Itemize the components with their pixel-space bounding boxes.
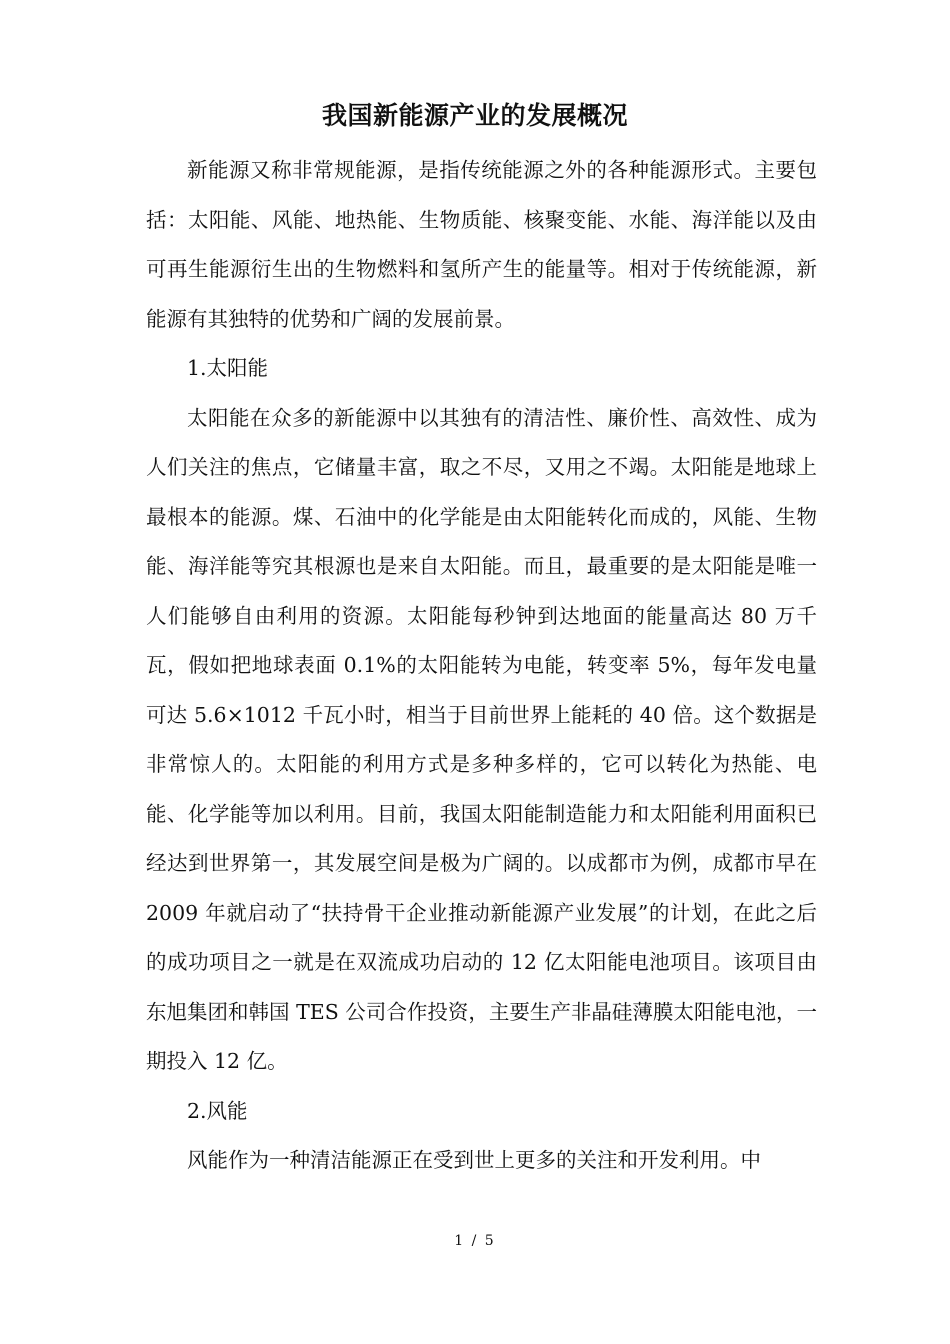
section-heading-wind: 2.风能 xyxy=(187,1098,248,1123)
document-body xyxy=(146,146,817,1186)
document-title: 我国新能源产业的发展概况 xyxy=(321,101,628,130)
section-heading-solar: 1.太阳能 xyxy=(187,356,269,380)
intro-paragraph: 新能源又称非常规能源，是指传统能源之外的各种能源形式。主要包括：太阳能、风能、地热能、生物质能、核聚变能、水能、海洋能以及由可再生能源衍生出的生物燃料和氢所产生的能量等。相对于传统能源，新能源有其独特的优势和广阔的发展前景。 xyxy=(146,158,817,331)
wind-paragraph: 风能作为一种清洁能源正在受到世上更多的关注和开发利用。中 xyxy=(187,1148,761,1172)
page-number: 1 / 5 xyxy=(454,1233,496,1249)
solar-paragraph: 太阳能在众多的新能源中以其独有的清洁性、廉价性、高效性、成为人们关注的焦点，它储量丰富，取之不尽，又用之不竭。太阳能是地球上最根本的能源。煤、石油中的化学能是由太阳能转化而成的，风能、生物能、海洋能等究其根源也是来自太阳能。而且，最重要的是太阳能是唯一人们能够自由利用的资源。太阳能每秒钟到达地面的能量高达 80 万千瓦，假如把地球表面 0.1%的太阳能转为电能，转变率 5%，每年发电量可达 5.6×1012 千瓦小时，相当于目前世界上能耗的 40 倍。这个数据是非常惊人的。太阳能的利用方式是多种多样的，它可以转化为热能、电能、化学能等加以利用。目前，我国太阳能制造能力和太阳能利用面积已经达到世界第一，其发展空间是极为广阔的。以成都市为例，成都市早在 2009 年就启动了“扶持骨干企业推动新能源产业发展”的计划，在此之后的成功项目之一就是在双流成功启动的 12 亿太阳能电池项目。该项目由东旭集团和韩国 TES 公司合作投资，主要生产非晶硅薄膜太阳能电池，一期投入 12 亿。 xyxy=(146,405,817,1073)
